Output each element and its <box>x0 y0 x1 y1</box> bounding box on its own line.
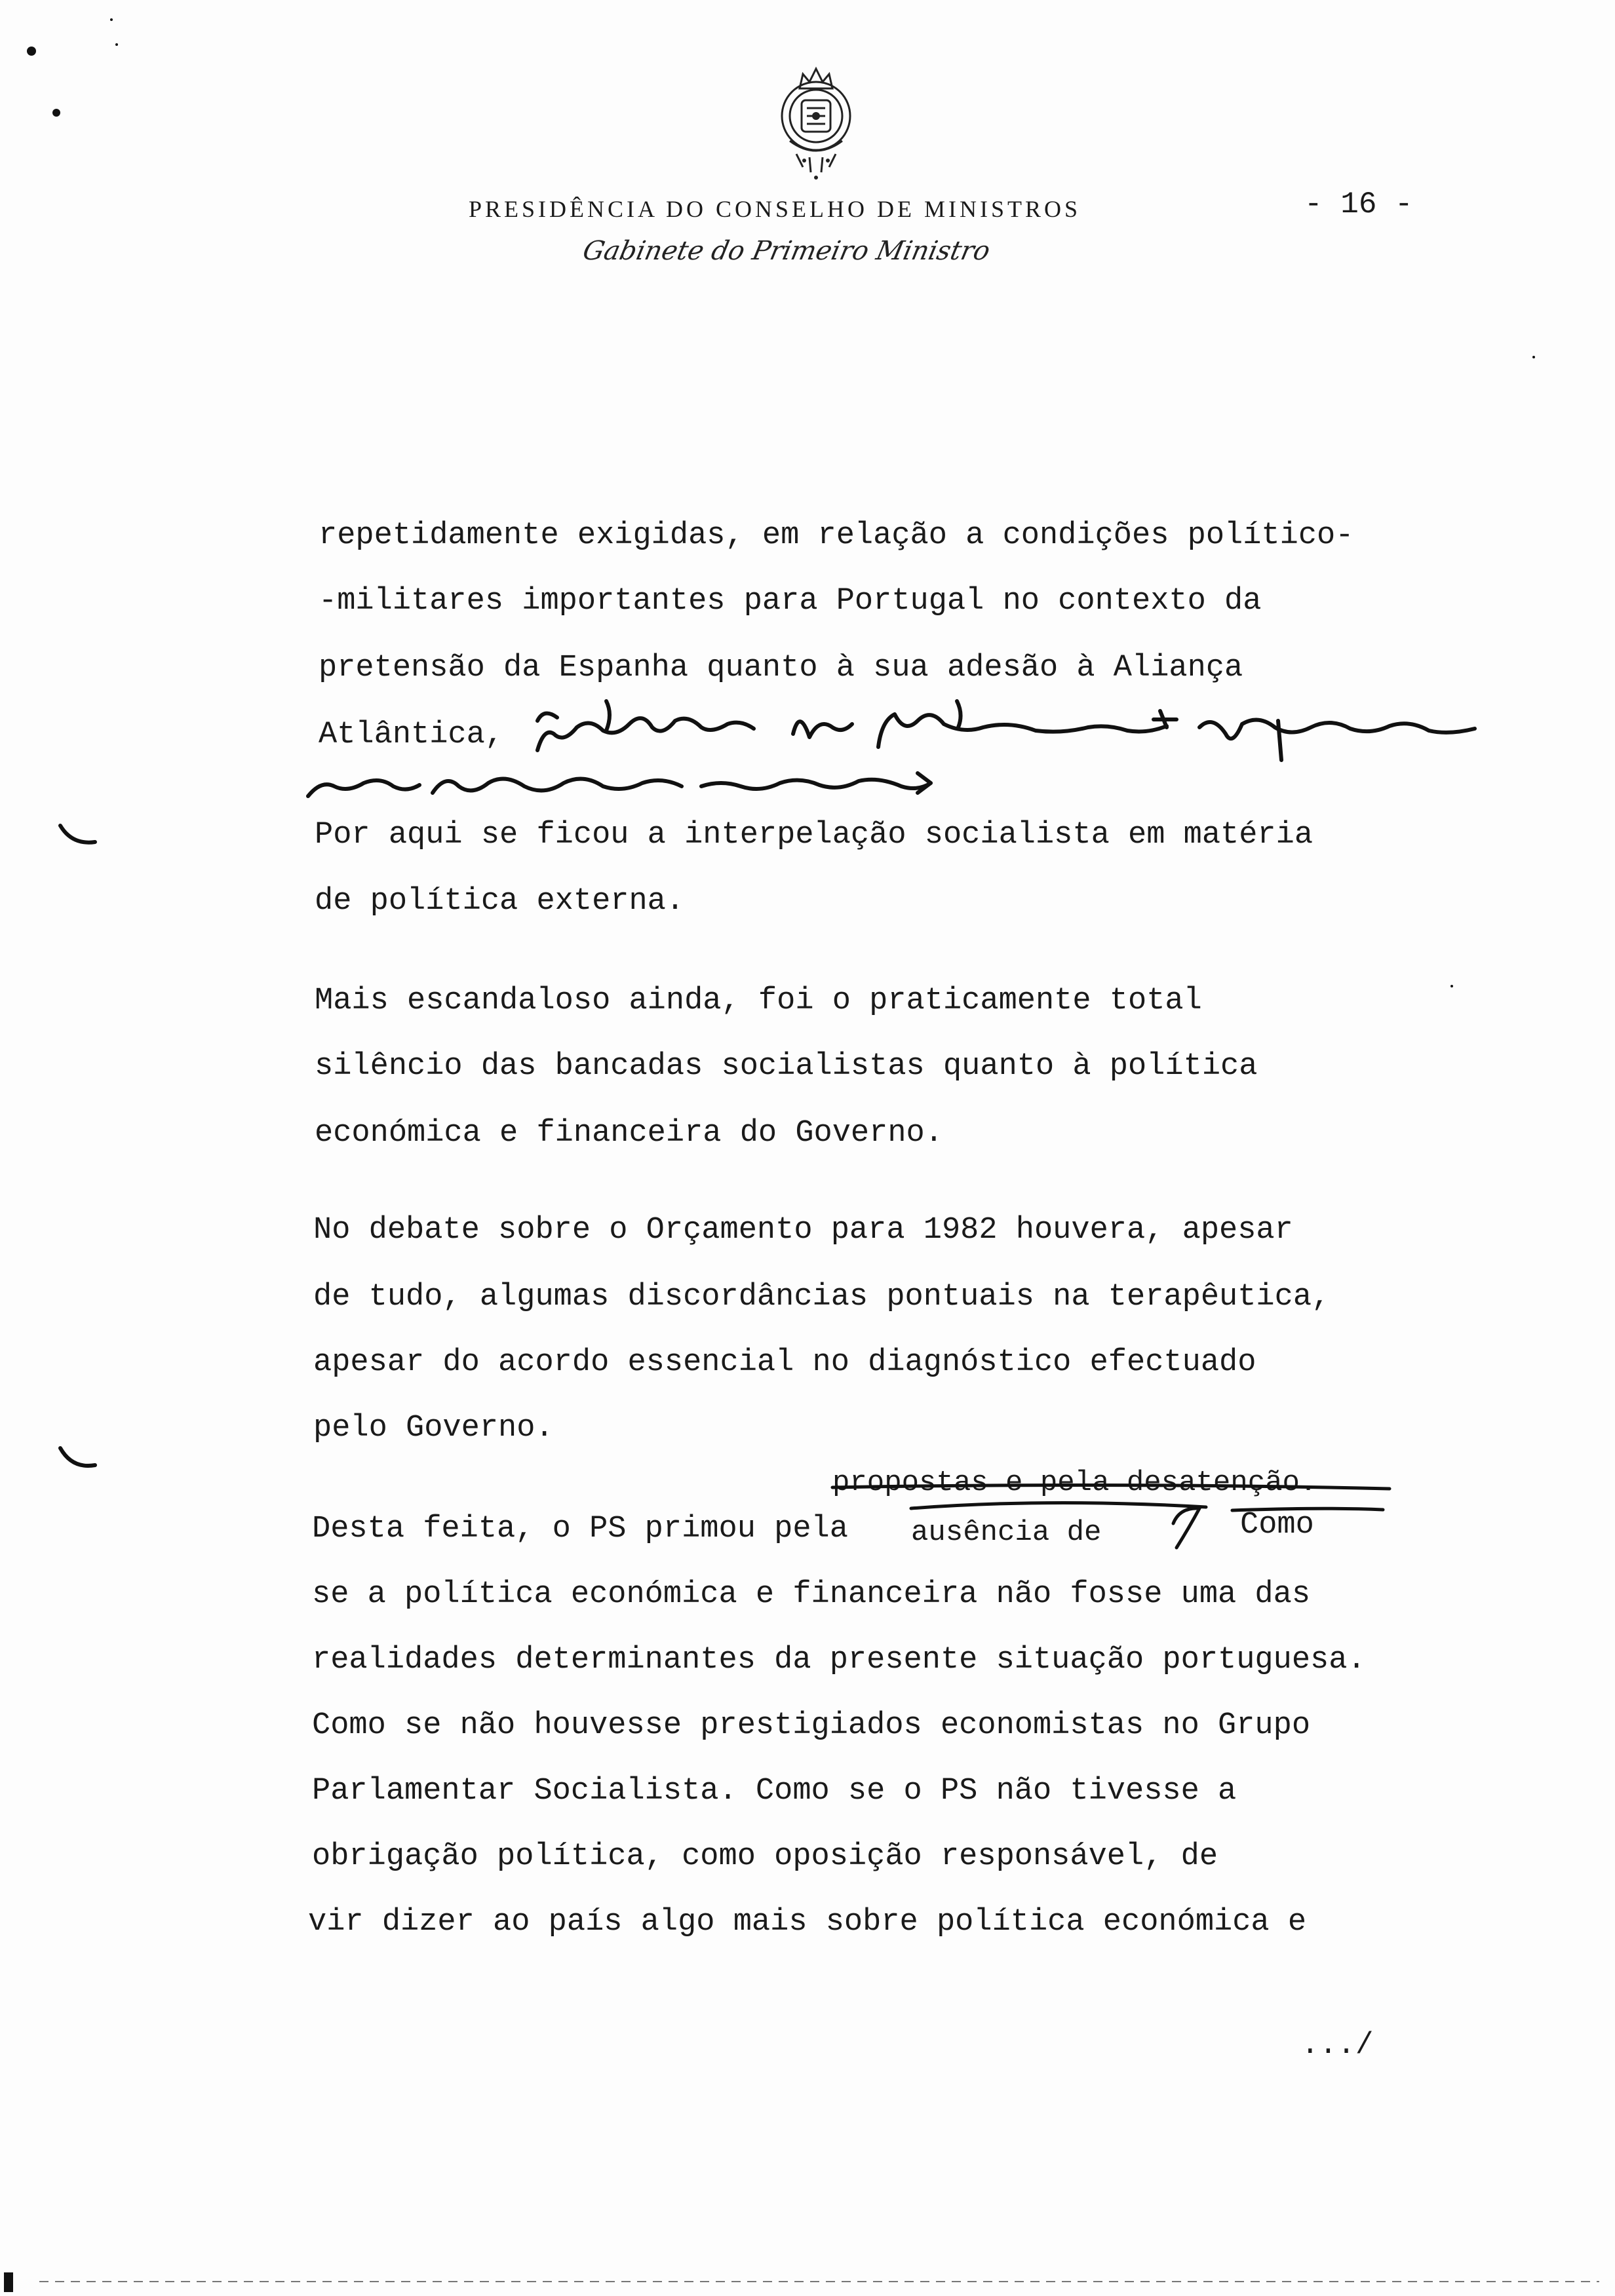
office-handwritten-signature: Gabinete do Primeiro Ministro <box>580 236 993 266</box>
body-line-4: Atlântica, <box>319 718 504 752</box>
body-line-19: Parlamentar Socialista. Como se o PS não tivesse a <box>312 1774 1237 1808</box>
body-line-1: repetidamente exigidas, em relação a condições político- <box>319 518 1354 553</box>
body-line-16: se a política económica e financeira não fosse uma das <box>312 1577 1311 1612</box>
body-line-5: Por aqui se ficou a interpelação socialista em matéria <box>315 818 1313 852</box>
body-line-11: de tudo, algumas discordâncias pontuais na terapêutica, <box>313 1280 1331 1314</box>
body-line-7: Mais escandaloso ainda, foi o praticamente total <box>315 984 1202 1018</box>
insertion-inline: ausência de <box>911 1516 1102 1549</box>
body-line-6: de política externa. <box>315 884 685 919</box>
continuation-mark: .../ <box>1301 2028 1374 2062</box>
body-line-21: vir dizer ao país algo mais sobre política económica e <box>308 1905 1307 1940</box>
body-line-20: obrigação política, como oposição responsável, de <box>312 1839 1218 1874</box>
body-line-3: pretensão da Espanha quanto à sua adesão à Aliança <box>319 651 1243 685</box>
page-number: - 16 - <box>1304 187 1413 221</box>
coat-of-arms-icon <box>764 62 868 183</box>
body-line-15: Como <box>1240 1508 1314 1542</box>
body-line-8: silêncio das bancadas socialistas quanto à política <box>315 1049 1258 1084</box>
body-line-13: pelo Governo. <box>313 1411 554 1445</box>
body-line-14: Desta feita, o PS primou pela <box>312 1512 848 1546</box>
body-line-12: apesar do acordo essencial no diagnóstico efectuado <box>313 1345 1256 1380</box>
insertion-above-line: propostas e pela desatenção. <box>832 1466 1317 1499</box>
body-line-17: realidades determinantes da presente situação portuguesa. <box>312 1643 1366 1677</box>
body-line-10: No debate sobre o Orçamento para 1982 houvera, apesar <box>313 1213 1293 1248</box>
body-line-9: económica e financeira do Governo. <box>315 1116 943 1151</box>
body-line-2: -militares importantes para Portugal no contexto da <box>319 584 1262 619</box>
institution-title: PRESIDÊNCIA DO CONSELHO DE MINISTROS <box>468 196 1081 222</box>
body-line-18: Como se não houvesse prestigiados economistas no Grupo <box>312 1708 1311 1743</box>
